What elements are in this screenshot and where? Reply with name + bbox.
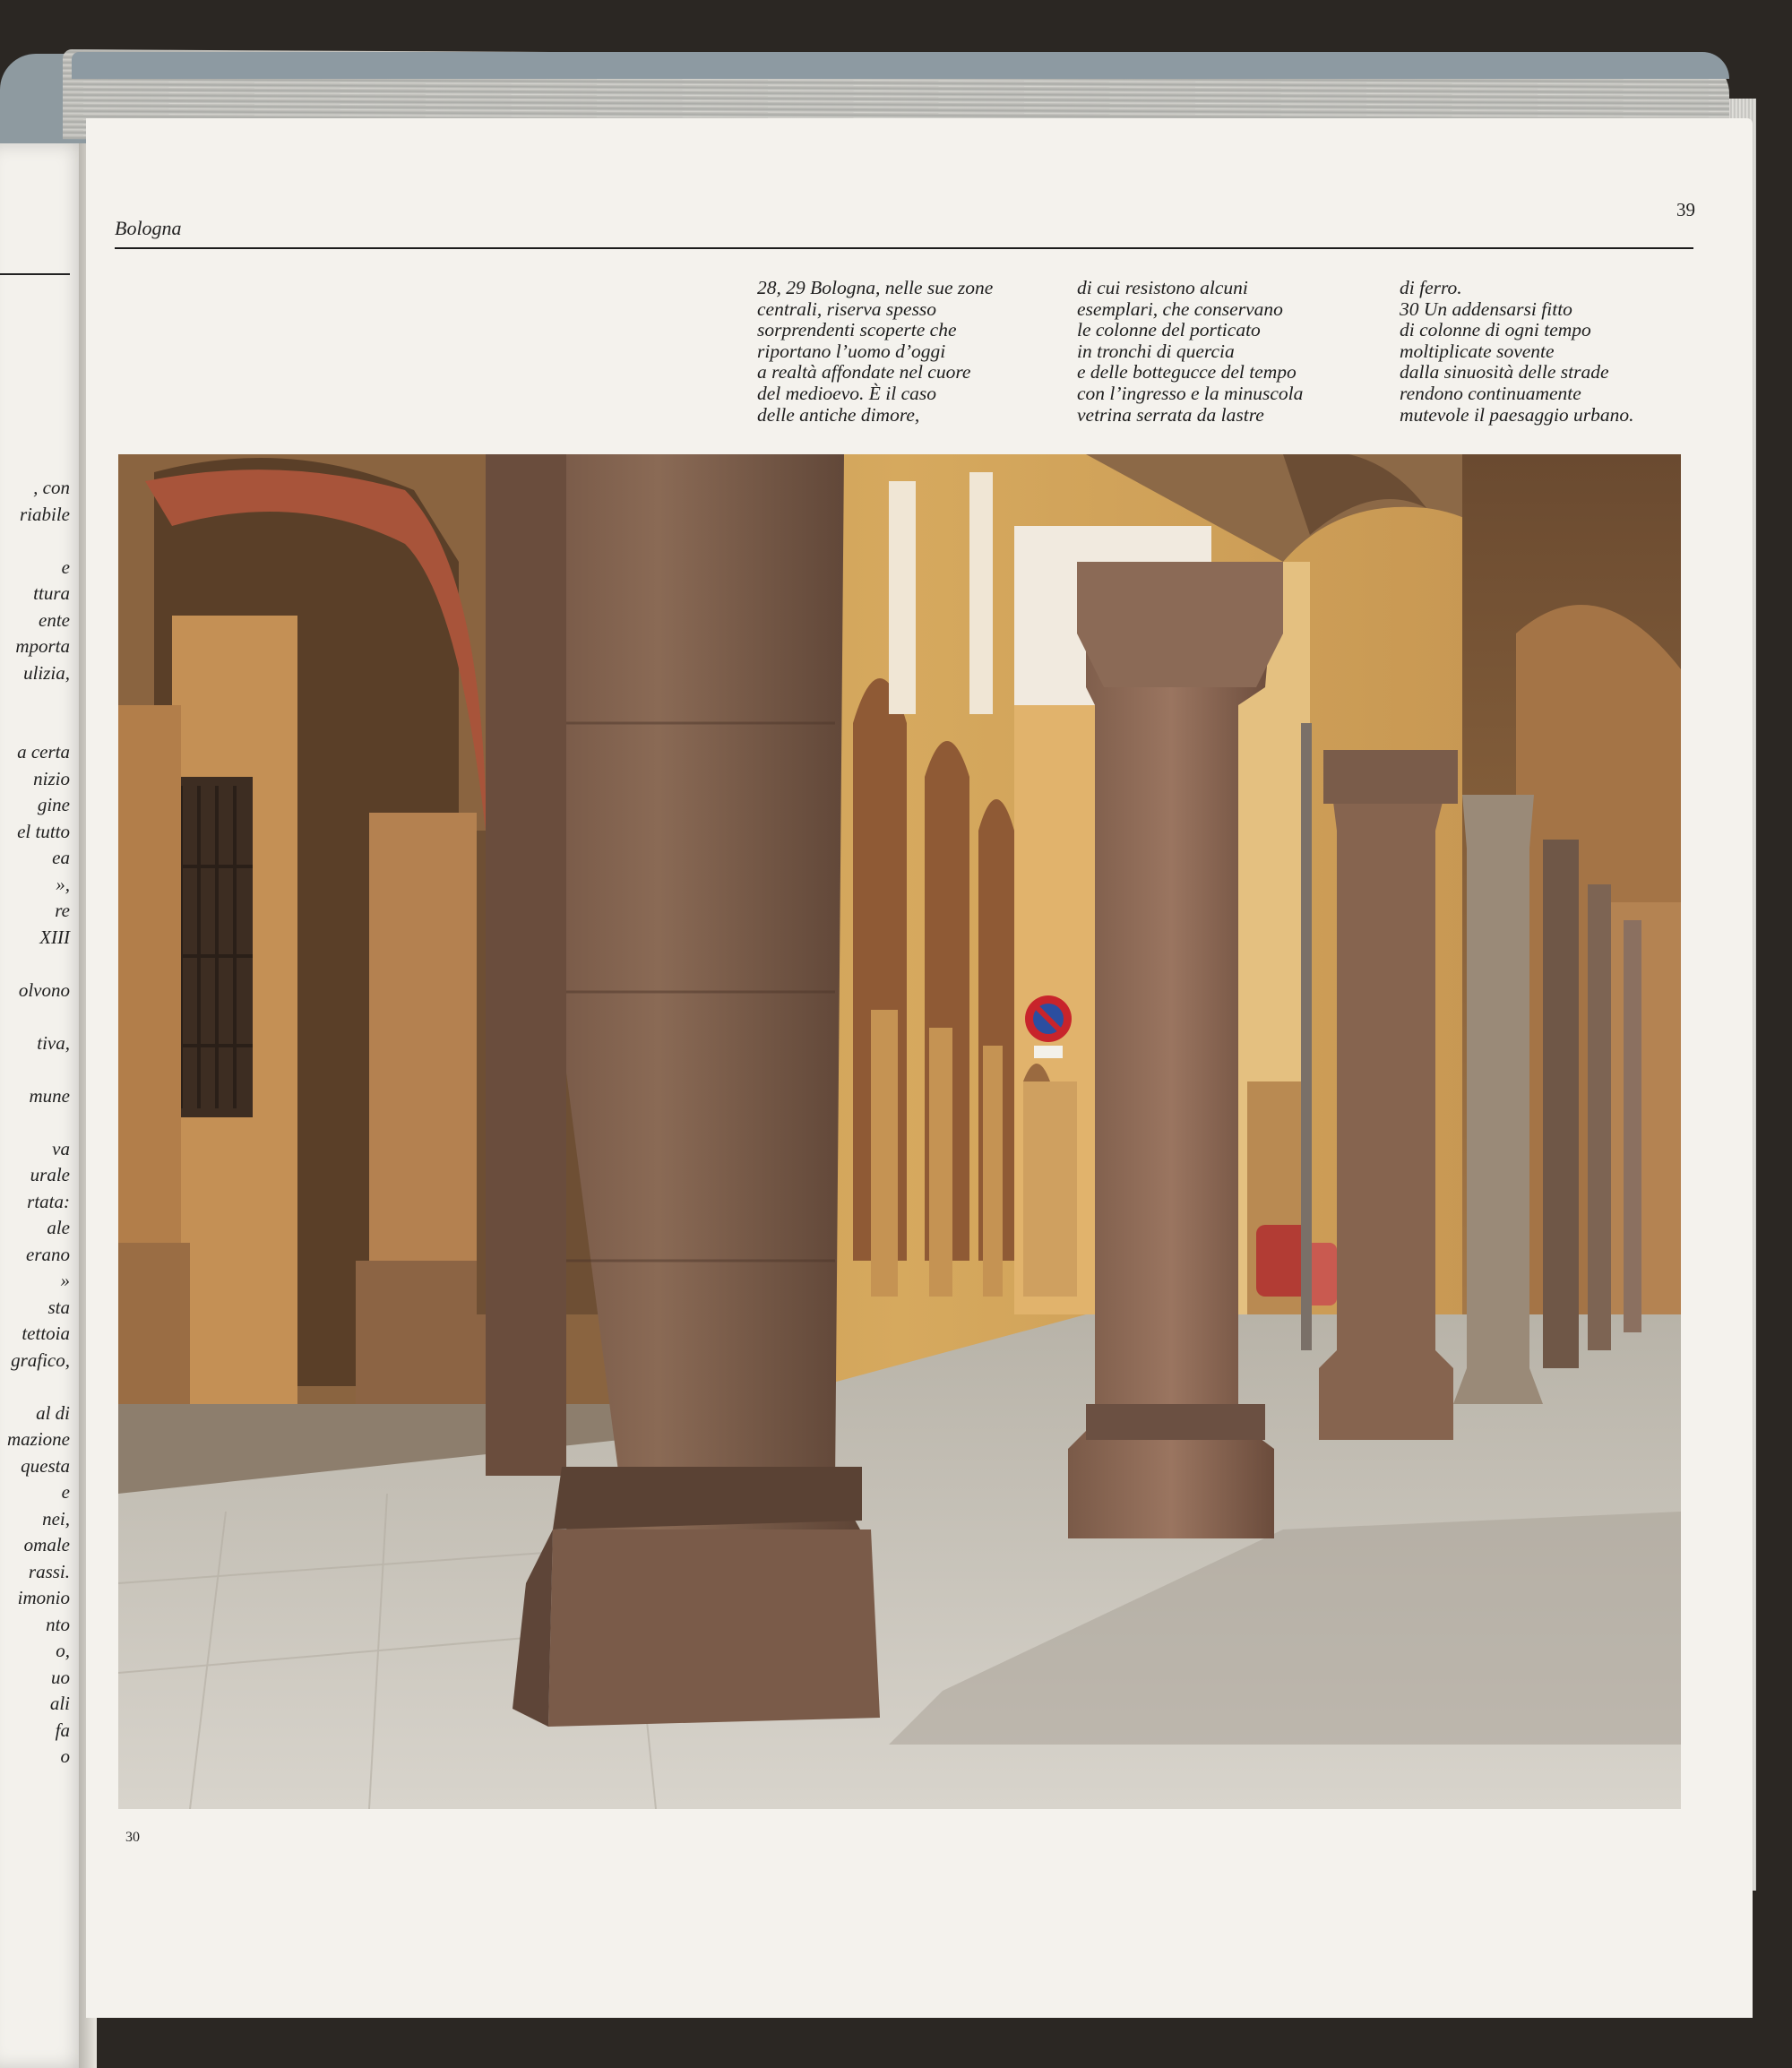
left-page-text-fragment: nei, (42, 1507, 70, 1529)
left-page-text-fragment: , con (33, 477, 70, 498)
running-head: Bologna (115, 217, 182, 239)
caption-line: sorprendenti scoperte che (757, 319, 957, 341)
left-page-text-fragment: riabile (20, 503, 70, 525)
caption-line: delle antiche dimore, (757, 403, 920, 426)
portico-columns-photo (118, 454, 1681, 1809)
left-page-text-fragment: re (55, 900, 70, 921)
caption-line: e delle bottegucce del tempo (1077, 361, 1297, 383)
left-page-text-fragment: grafico, (11, 1349, 70, 1371)
left-page-text-fragment: a certa (17, 741, 70, 763)
left-page-text-fragment (0, 951, 70, 978)
caption-line: rendono continuamente (1400, 382, 1581, 404)
left-page-text-fragment (0, 1374, 70, 1400)
left-page-text-fragment: rassi. (28, 1560, 70, 1582)
left-page-text-fragment (0, 1004, 70, 1030)
left-page-text-fragment (0, 528, 70, 555)
left-page-text-fragment: », (56, 873, 70, 895)
photo-number: 30 (125, 1830, 140, 1845)
left-page-text-fragment: mune (29, 1084, 70, 1107)
caption-column-2 (1077, 278, 1373, 426)
left-page-text-fragment: sta (47, 1296, 70, 1318)
caption-line: vetrina serrata da lastre (1077, 403, 1264, 426)
left-page-text-fragment: ale (47, 1217, 70, 1238)
book-cover-edge (72, 52, 1729, 79)
left-page-text-fragment: al di (36, 1401, 70, 1424)
left-page-text-fragment: ali (49, 1693, 70, 1714)
caption-column-3 (1400, 278, 1695, 426)
caption-line: le colonne del porticato (1077, 319, 1261, 341)
left-page-text-fragment: nto (46, 1613, 70, 1635)
caption-line: con l’ingresso e la minuscola (1077, 382, 1304, 404)
left-page-text-fragment: ulizia, (23, 661, 70, 684)
left-page-text-fragment: fa (55, 1719, 70, 1741)
left-page-text-fragment: imonio (17, 1587, 70, 1608)
left-page-text-fragment: erano (26, 1243, 70, 1265)
caption-line: centrali, riserva spesso (757, 297, 937, 320)
caption-line: in tronchi di quercia (1077, 340, 1235, 362)
caption-line: a realtà affondate nel cuore (757, 361, 971, 383)
left-page-text-fragment: o (60, 1745, 70, 1767)
left-page-text-fragment: o, (56, 1640, 70, 1661)
caption-column-1 (757, 278, 1053, 426)
caption-line: 30 Un addensarsi fitto (1400, 297, 1572, 320)
left-page-text-fragment: » (60, 1270, 70, 1291)
left-page-text-fragment: rtata: (27, 1190, 70, 1212)
left-page-text-fragment: XIII (39, 926, 70, 948)
left-page-text-fragment: tettoia (22, 1323, 70, 1344)
left-page-text-fragment: ttura (33, 582, 70, 604)
caption-line: mutevole il paesaggio urbano. (1400, 403, 1634, 426)
left-page-text-fragment: va (52, 1137, 70, 1159)
left-page-text-fragment: e (61, 1481, 70, 1503)
header-rule (115, 247, 1693, 249)
left-page-text-fragment (0, 1056, 70, 1083)
caption-line: di cui resistono alcuni (1077, 277, 1248, 298)
caption-line: di colonne di ogni tempo (1400, 319, 1591, 341)
caption-line: riportano l’uomo d’oggi (757, 340, 946, 362)
caption-line: moltiplicate sovente (1400, 340, 1555, 362)
caption-line: esemplari, che conservano (1077, 297, 1283, 320)
caption-line: dalla sinuosità delle strade (1400, 361, 1609, 383)
left-page-text-fragment: el tutto (17, 820, 70, 842)
left-page (0, 143, 90, 2068)
caption-line: del medioevo. È il caso (757, 382, 937, 404)
caption-line: di ferro. (1400, 277, 1462, 298)
left-page-text-fragment: mazione (7, 1428, 70, 1450)
page-number: 39 (1676, 199, 1695, 220)
left-page-text-fragment: urale (30, 1164, 70, 1185)
left-page-text-fragment: nizio (33, 767, 70, 789)
left-page-text-fragment: ea (52, 847, 70, 868)
left-page-text-fragment: olvono (18, 978, 70, 1001)
left-page-text-fragments (0, 475, 70, 1771)
right-page (86, 118, 1753, 2018)
left-page-text-fragment: gine (37, 794, 70, 815)
left-header-rule (0, 273, 70, 275)
left-page-text-fragment (0, 686, 70, 713)
left-page-text-fragment: e (61, 556, 70, 578)
left-page-text-fragment (0, 1109, 70, 1136)
left-page-text-fragment: mporta (15, 635, 70, 657)
left-page-text-fragment: ente (39, 608, 70, 631)
left-page-text-fragment: omale (23, 1534, 70, 1555)
left-page-text-fragment (0, 713, 70, 740)
caption-line: 28, 29 Bologna, nelle sue zone (757, 277, 994, 298)
left-page-text-fragment: questa (21, 1454, 70, 1477)
left-page-text-fragment: tiva, (37, 1031, 70, 1054)
left-page-text-fragment: uo (51, 1666, 70, 1688)
